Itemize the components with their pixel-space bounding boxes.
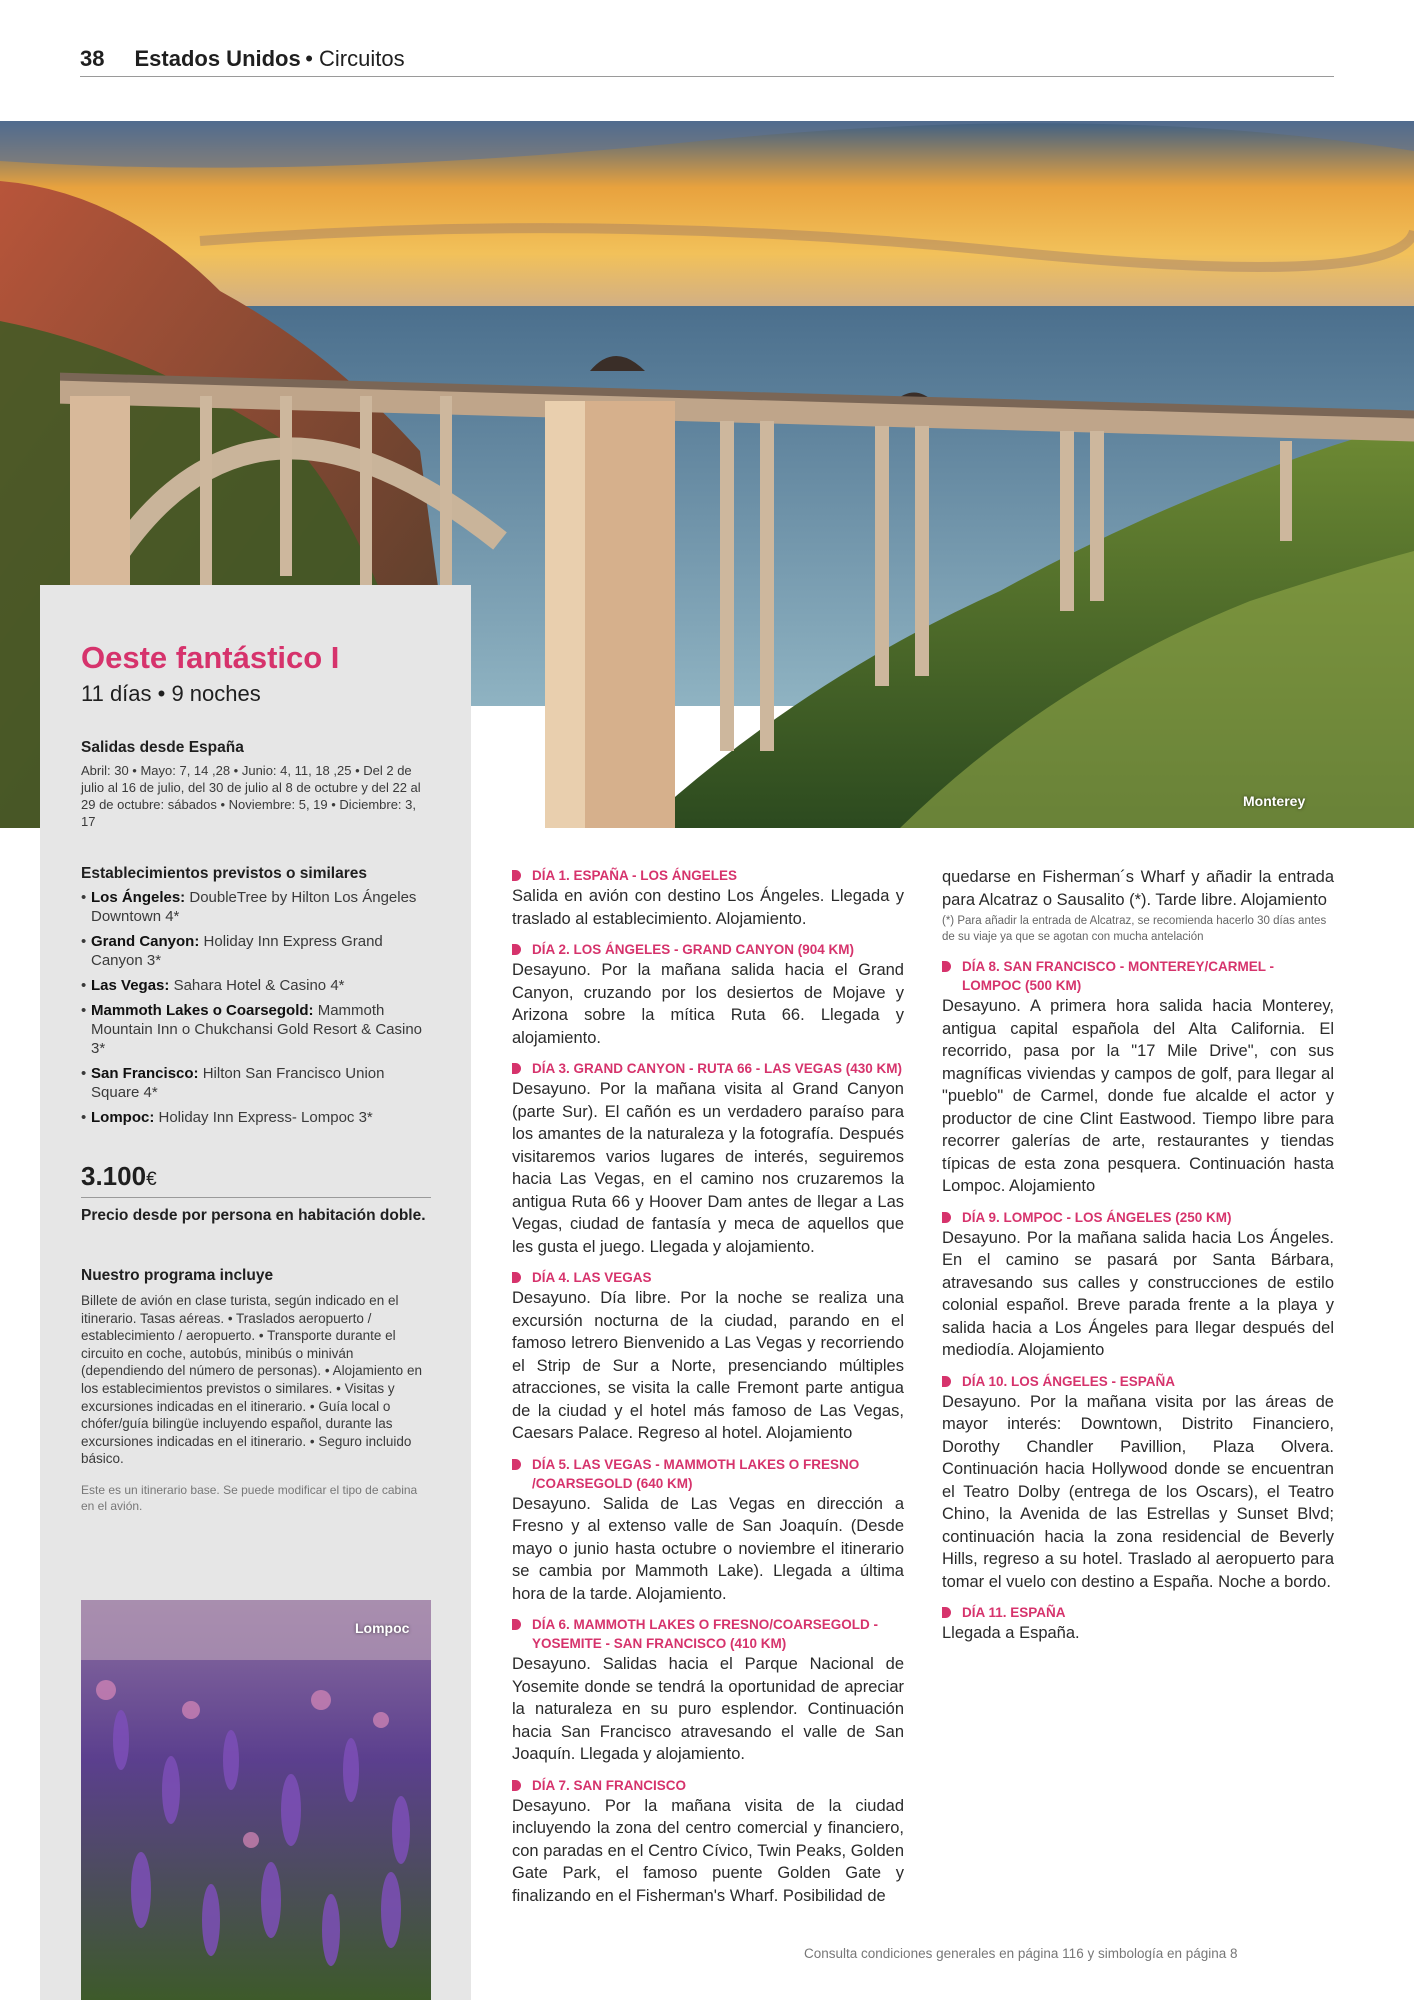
day-heading: DÍA 10. LOS ÁNGELES - ESPAÑA [942, 1372, 1334, 1391]
departures-heading: Salidas desde España [81, 739, 244, 756]
day-entry [942, 1603, 1334, 1645]
day-entry [512, 1059, 904, 1258]
tour-title: Oeste fantástico I [81, 640, 340, 675]
day-entry [512, 940, 904, 1049]
day-entry [942, 1372, 1334, 1594]
day-text: Desayuno. A primera hora salida hacia Monterey, antigua capital española del Alta California. El recorrido, pasa por la "17 Mile Drive", con sus magníficas viviendas y campos de golf, para llegar al "pueblo" de Carmel, donde fue alcalde el actor y productor de cine Clint Eastwood. Tiempo libre para recorrer galerías de arte, restaurantes y tiendas típicas de esta zona pesquera. Continuación hasta Lompoc. Alojamiento [942, 997, 1334, 1195]
day-entry [512, 1455, 904, 1606]
base-itinerary-note: Este es un itinerario base. Se puede modificar el tipo de cabina en el avión. [81, 1482, 418, 1513]
itinerary-column-2 [942, 866, 1334, 1655]
day-entry [512, 866, 904, 930]
includes-heading: Nuestro programa incluye [81, 1267, 274, 1284]
day-text: Desayuno. Salida de Las Vegas en dirección a Fresno y al extenso valle de San Joaquín. (Desde mayo o junio hasta octubre o noviembre el itinerario se cambia por Mammoth Lake). Llegada a última hora de la tarde. Alojamiento. [512, 1494, 904, 1603]
alcatraz-note: (*) Para añadir la entrada de Alcatraz, se recomienda hacerlo 30 días antes de su viaje ya que se agotan con mucha antelación [942, 915, 1327, 943]
list-item: • San Francisco: Hilton San Francisco Union Square 4* [81, 1064, 431, 1102]
day-heading: DÍA 2. LOS ÁNGELES - GRAND CANYON (904 KM) [512, 940, 904, 959]
departures-text: Abril: 30 • Mayo: 7, 14 ,28 • Junio: 4, 11, 18 ,25 • Del 2 de julio al 16 de julio, del 30 de julio al 8 de octubre y del 22 al 29 de octubre: sábados • Noviembre: 5, 19 • Diciembre: 3, 17 [81, 763, 421, 829]
page-number: 38 [80, 46, 105, 71]
day-text: Desayuno. Por la mañana salida hacia el Grand Canyon, cruzando por los desiertos de Mojave y Arizona sobre la mítica Ruta 66. Llegada y alojamiento. [512, 961, 904, 1047]
page-header [80, 44, 1334, 77]
list-item: • Mammoth Lakes o Coarsegold: Mammoth Mountain Inn o Chukchansi Gold Resort & Casino 3* [81, 1001, 431, 1058]
day-heading: DÍA 9. LOMPOC - LOS ÁNGELES (250 KM) [942, 1208, 1334, 1227]
day-text: Desayuno. Día libre. Por la noche se realiza una excursión nocturna de la ciudad, parando en el famoso letrero Bienvenido a Las Vegas y recorriendo el Strip de Sur a Norte, presenciando múltiples atracciones, se visita la calle Fremont parte antigua de la ciudad y el hotel más famoso de Las Vegas, Caesars Palace. Regreso al hotel. Alojamiento [512, 1289, 904, 1442]
day-entry [942, 1208, 1334, 1362]
day-entry [512, 1268, 904, 1445]
day-heading: DÍA 3. GRAND CANYON - RUTA 66 - LAS VEGAS (430 KM) [512, 1059, 904, 1078]
day-text: Desayuno. Salidas hacia el Parque Nacional de Yosemite donde se tendrá la oportunidad de apreciar la naturaleza en su puro esplendor. Continuación hacia San Francisco atravesando el valle de San Joaquín. Llegada y alojamiento. [512, 1655, 904, 1763]
day-heading: DÍA 11. ESPAÑA [942, 1603, 1334, 1622]
list-item: • Lompoc: Holiday Inn Express- Lompoc 3* [81, 1108, 431, 1127]
day-heading: DÍA 6. MAMMOTH LAKES O FRESNO/COARSEGOLD - YOSEMITE - SAN FRANCISCO (410 KM) [512, 1615, 904, 1653]
day-heading: DÍA 5. LAS VEGAS - MAMMOTH LAKES O FRESNO /COARSEGOLD (640 KM) [512, 1455, 904, 1493]
hotels-heading: Establecimientos previstos o similares [81, 865, 368, 882]
day-entry [512, 1776, 904, 1908]
list-item: • Las Vegas: Sahara Hotel & Casino 4* [81, 976, 431, 995]
day-heading: DÍA 8. SAN FRANCISCO - MONTEREY/CARMEL - LOMPOC (500 KM) [942, 957, 1334, 995]
lompoc-photo [81, 1600, 431, 2000]
day-entry [512, 1615, 904, 1766]
lompoc-caption: Lompoc [355, 1620, 410, 1636]
list-item: • Grand Canyon: Holiday Inn Express Grand Canyon 3* [81, 932, 431, 970]
day-heading: DÍA 7. SAN FRANCISCO [512, 1776, 904, 1795]
price-note: Precio desde por persona en habitación doble. [81, 1207, 426, 1224]
day-text: Desayuno. Por la mañana visita por las áreas de mayor interés: Downtown, Distrito Financiero, Dorothy Chandler Pavillion, Plaza Olvera. Continuación hacia Hollywood donde se encuentran el Teatro Dolby (entrega de los Oscars), el Teatro Chino, la Avenida de las Estrellas y Sunset Blvd; continuación hacia la zona residencial de Beverly Hills, regreso a su hotel. Traslado al aeropuerto para tomar el vuelo con destino a España. Noche a bordo. [942, 1392, 1334, 1591]
day-heading: DÍA 1. ESPAÑA - LOS ÁNGELES [512, 866, 904, 885]
day-text: Desayuno. Por la mañana visita al Grand Canyon (parte Sur). El cañón es un verdadero paraíso para los amantes de la naturaleza y la fotografía. Después visitaremos varios lugares de interés, seguiremos hacia Las Vegas, en el camino nos cruzaremos la antigua Ruta 66 y Hoover Dam antes de llegar a Las Vegas, ciudad de fantasía y meca de aquellos que les gusta el juego. Llegada y alojamiento. [512, 1080, 904, 1256]
day-heading: DÍA 4. LAS VEGAS [512, 1268, 904, 1287]
itinerary-column-1 [512, 866, 904, 1917]
day-entry [942, 957, 1334, 1198]
hotels-list [81, 888, 431, 1127]
day-text: Salida en avión con destino Los Ángeles. Llegada y traslado al establecimiento. Alojamiento. [512, 887, 904, 928]
lavender-field-illustration [81, 1600, 431, 2000]
subsection-title: • Circuitos [305, 46, 405, 71]
list-item: • Los Ángeles: DoubleTree by Hilton Los Ángeles Downtown 4* [81, 888, 431, 926]
tour-duration: 11 días • 9 noches [81, 681, 261, 706]
day-text: Desayuno. Por la mañana salida hacia Los Ángeles. En el camino se pasará por Santa Bárbara, atravesando sus calles y construcciones de estilo colonial español. Breve parada frente a la playa y salida hacia a Los Ángeles para llegar después del mediodía. Alojamiento [942, 1228, 1334, 1359]
section-title: Estados Unidos [134, 46, 301, 71]
day-text: Llegada a España. [942, 1624, 1080, 1642]
footer-note: Consulta condiciones generales en página 116 y simbología en página 8 [804, 1946, 1238, 1961]
price: 3.100€ [81, 1161, 431, 1198]
day-text: Desayuno. Por la mañana visita de la ciudad incluyendo la zona del centro comercial y financiero, con paradas en el Centro Cívico, Twin Peaks, Golden Gate Park, el famoso puente Golden Gate y finalizando en el Fisherman's Wharf. Posibilidad de [512, 1796, 904, 1905]
hero-caption: Monterey [1243, 793, 1306, 809]
day-7-continuation: quedarse en Fisherman´s Wharf y añadir la entrada para Alcatraz o Sausalito (*). Tarde libre. Alojamiento [942, 868, 1334, 909]
includes-text: Billete de avión en clase turista, según indicado en el itinerario. Tasas aéreas. • Traslados aeropuerto / establecimiento / aeropuerto. • Transporte durante el circuito en coche, autobús, minibús o miniván (dependiendo del número de personas). • Alojamiento en los establecimientos previstos o similares. • Visitas y excursiones indicadas en el itinerario. • Guía local o chófer/guía bilingüe incluyendo español, durante las excursiones indicadas en el itinerario. • Seguro incluido básico. [81, 1293, 422, 1467]
